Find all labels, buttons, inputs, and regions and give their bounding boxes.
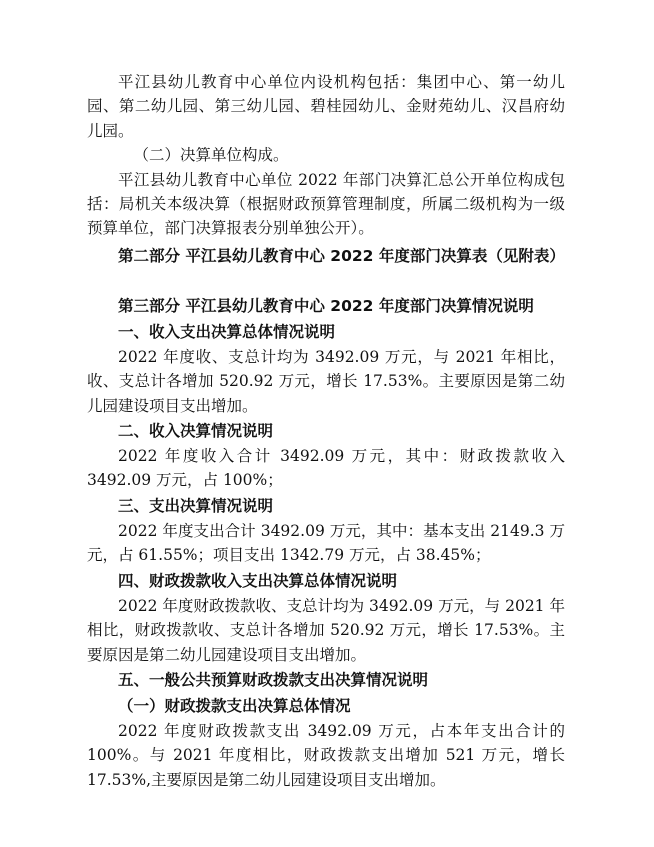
subsection-heading: （一）财政拨款支出决算总体情况 [118, 696, 351, 715]
section-heading: 四、财政拨款收入支出决算总体情况说明 [118, 571, 398, 590]
body-paragraph: 2022 年度收入合计 3492.09 万元，其中：财政拨款收入 3492.09 万元，占 100%； [87, 447, 565, 490]
body-paragraph: 2022 年度财政拨款支出 3492.09 万元，占本年支出合计的 100%。与 2021 年度相比，财政拨款支出增加 521 万元，增长 17.53%,主要原因是第二幼儿园建设项目支出增加。 [87, 721, 565, 789]
body-paragraph: 2022 年度支出合计 3492.09 万元，其中：基本支出 2149.3 万元，占 61.55%；项目支出 1342.79 万元，占 38.45%； [87, 521, 565, 565]
body-paragraph: 平江县幼儿教育中心单位内设机构包括：集团中心、第一幼儿园、第二幼儿园、第三幼儿园、碧桂园幼儿、金财苑幼儿、汉昌府幼儿园。 [87, 73, 565, 140]
section-heading: 五、一般公共预算财政拨款支出决算情况说明 [118, 670, 429, 689]
body-paragraph: 2022 年度财政拨款收、支总计均为 3492.09 万元，与 2021 年相比，财政拨款收、支总计各增加 520.92 万元，增长 17.53%。主要原因是第二幼儿园建设项目支出增加。 [87, 596, 565, 664]
body-paragraph: 平江县幼儿教育中心单位 2022 年部门决算汇总公开单位构成包括：局机关本级决算（根据财政预算管理制度，所属二级机构为一级预算单位，部门决算报表分别单独公开）。 [87, 170, 565, 238]
part-three-heading: 第三部分 平江县幼儿教育中心 2022 年度部门决算情况说明 [118, 296, 534, 315]
blank-line [87, 269, 565, 291]
section-label: （二）决算单位构成。 [133, 146, 289, 165]
section-heading: 二、收入决算情况说明 [118, 422, 274, 441]
body-paragraph: 2022 年度收、支总计均为 3492.09 万元，与 2021 年相比，收、支总计各增加 520.92 万元，增长 17.53%。主要原因是第二幼儿园建设项目支出增加。 [87, 347, 565, 415]
section-heading: 一、收入支出决算总体情况说明 [118, 322, 336, 341]
section-heading: 三、支出决算情况说明 [118, 496, 274, 515]
part-two-heading: 第二部分 平江县幼儿教育中心 2022 年度部门决算表（见附表） [118, 246, 565, 265]
document-page [87, 70, 565, 792]
